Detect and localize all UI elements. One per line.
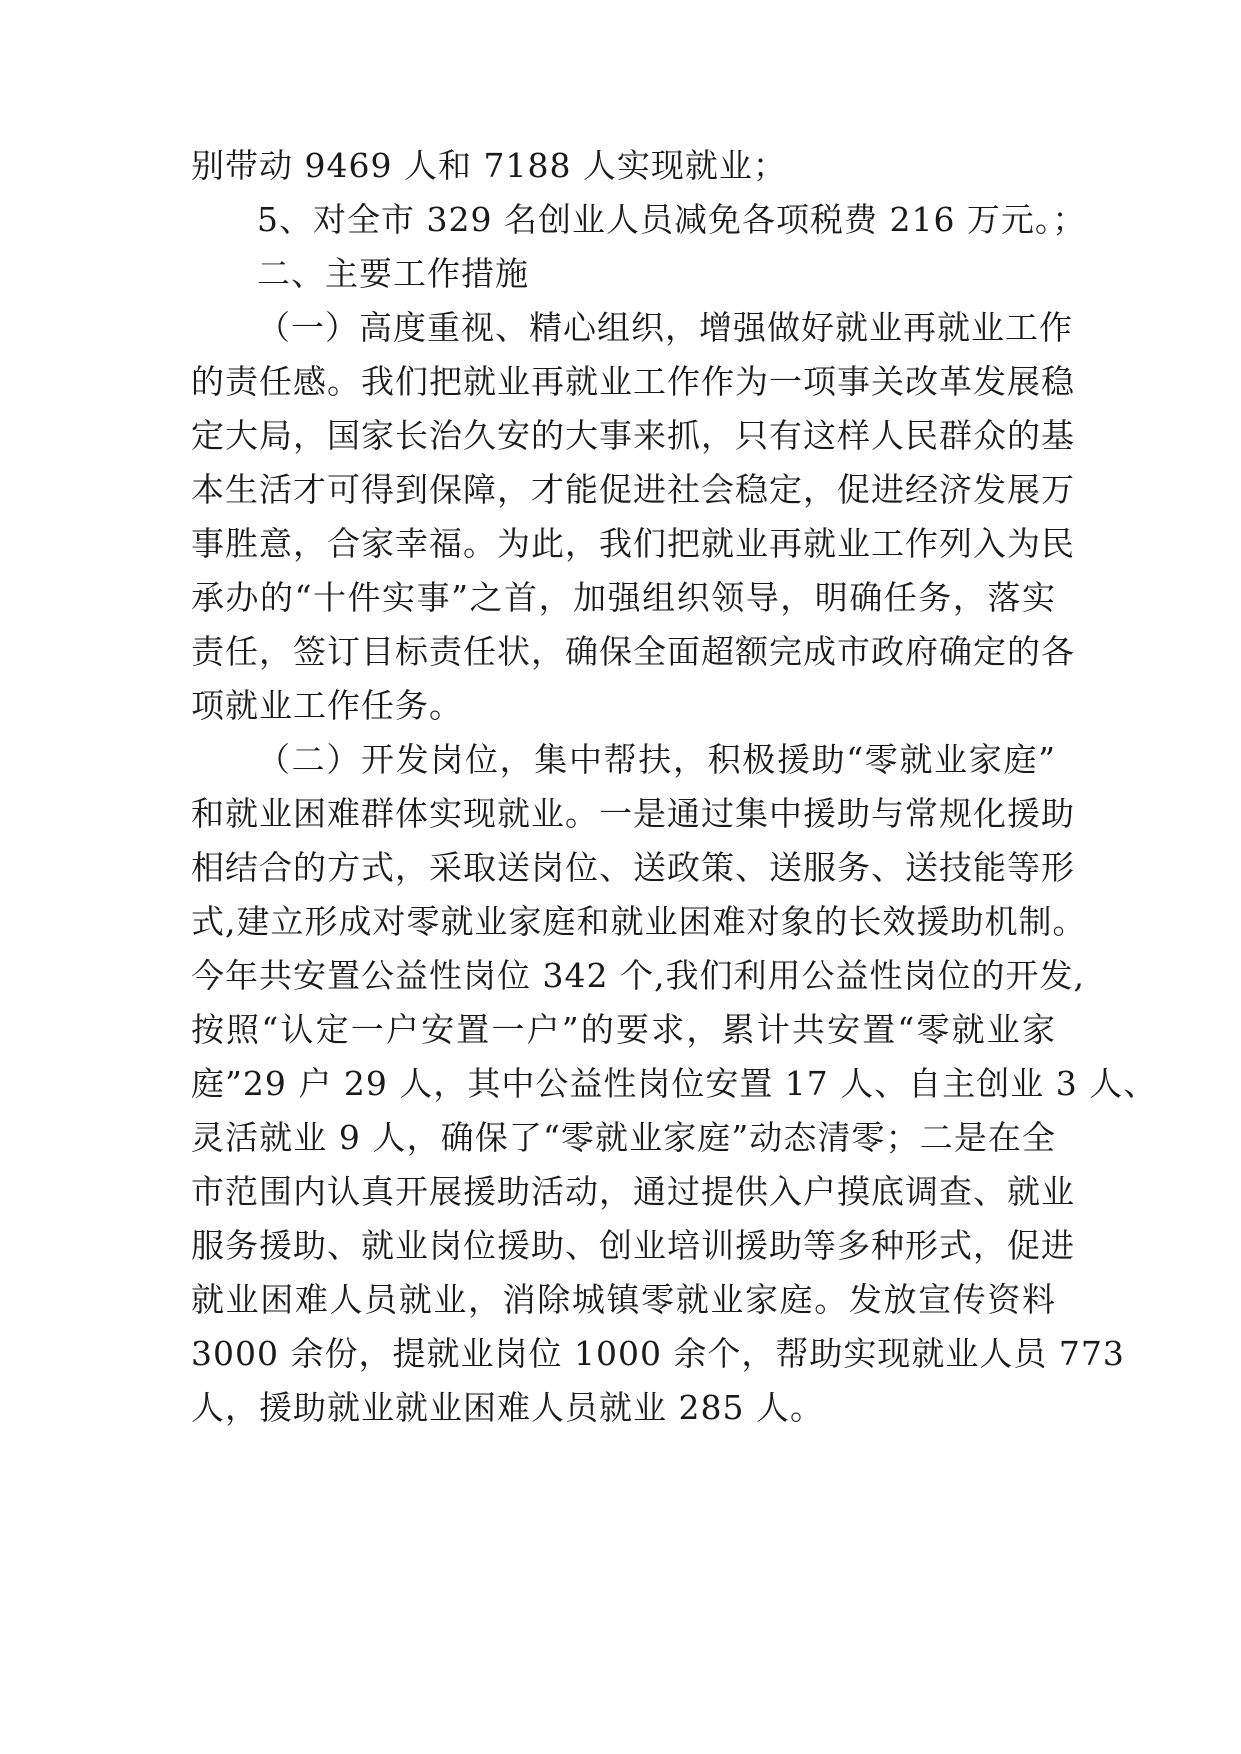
text-line: 事胜意，合家幸福。为此，我们把就业再就业工作列入为民 — [191, 524, 1075, 563]
subsection-heading-1: （一）高度重视、精心组织，增强做好就业再就业工作 — [257, 308, 1073, 347]
text-line: 别带动 9469 人和 7188 人实现就业； — [191, 146, 787, 185]
text-line: 庭”29 户 29 人，其中公益性岗位安置 17 人、自主创业 3 人、 — [191, 1064, 1158, 1103]
list-item-5: 5、对全市 329 名创业人员减免各项税费 216 万元。； — [257, 200, 1087, 239]
text-line: 的责任感。我们把就业再就业工作作为一项事关改革发展稳 — [191, 362, 1075, 401]
text-line: 承办的“十件实事”之首，加强组织领导，明确任务，落实 — [191, 578, 1056, 617]
text-line: 服务援助、就业岗位援助、创业培训援助等多种形式，促进 — [191, 1226, 1075, 1265]
text-line: 本生活才可得到保障，才能促进社会稳定，促进经济发展万 — [191, 470, 1075, 509]
text-line: 按照“认定一户安置一户”的要求，累计共安置“零就业家 — [191, 1010, 1056, 1049]
text-line: 就业困难人员就业，消除城镇零就业家庭。发放宣传资料 — [191, 1280, 1056, 1319]
text-line: 今年共安置公益性岗位 342 个,我们利用公益性岗位的开发, — [191, 956, 1085, 995]
text-line: 人，援助就业就业困难人员就业 285 人。 — [191, 1388, 824, 1427]
text-line: 相结合的方式，采取送岗位、送政策、送服务、送技能等形 — [191, 848, 1075, 887]
subsection-heading-2: （二）开发岗位，集中帮扶，积极援助“零就业家庭” — [257, 740, 1056, 779]
text-line: 和就业困难群体实现就业。一是通过集中援助与常规化援助 — [191, 794, 1075, 833]
text-line: 3000 余份，提就业岗位 1000 余个，帮助实现就业人员 773 — [191, 1334, 1125, 1373]
section-heading: 二、主要工作措施 — [257, 254, 529, 293]
text-line: 定大局，国家长治久安的大事来抓，只有这样人民群众的基 — [191, 416, 1075, 455]
text-line: 灵活就业 9 人，确保了“零就业家庭”动态清零；二是在全 — [191, 1118, 1056, 1157]
text-line: 责任，签订目标责任状，确保全面超额完成市政府确定的各 — [191, 632, 1075, 671]
text-line: 项就业工作任务。 — [191, 686, 463, 725]
text-line: 式,建立形成对零就业家庭和就业困难对象的长效援助机制。 — [191, 902, 1087, 941]
text-line: 市范围内认真开展援助活动，通过提供入户摸底调查、就业 — [191, 1172, 1075, 1211]
